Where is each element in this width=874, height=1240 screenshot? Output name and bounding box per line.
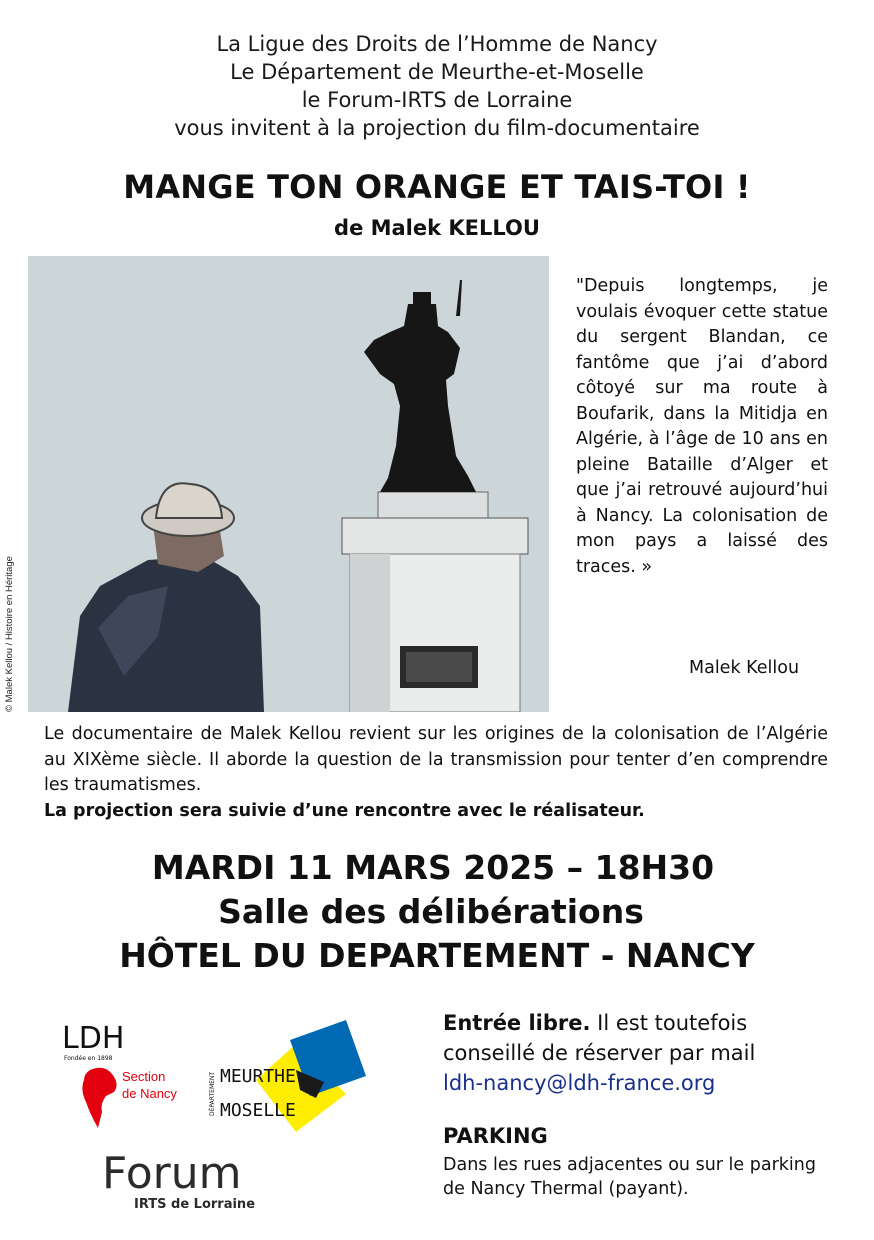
- dep-line1: MEURTHE: [220, 1066, 296, 1087]
- pedestal: [342, 492, 528, 712]
- film-author: de Malek KELLOU: [334, 216, 540, 240]
- entry-info: [443, 1008, 843, 1098]
- event-venue: HÔTEL DU DEPARTEMENT - NANCY: [119, 936, 755, 975]
- parking-text: Dans les rues adjacentes ou sur le parking de Nancy Thermal (payant).: [443, 1155, 816, 1199]
- ldh-red-profile: [82, 1068, 116, 1128]
- dep-small-label: DÉPARTEMENT: [209, 1071, 216, 1116]
- ldh-section-line1: Section: [122, 1069, 166, 1084]
- ldh-logo-name: LDH: [62, 1021, 125, 1056]
- film-title: MANGE TON ORANGE ET TAIS-TOI !: [123, 168, 751, 206]
- entry-text: Il est toutefois conseillé de réserver par mail: [443, 1011, 756, 1065]
- event-room: Salle des délibérations: [218, 892, 644, 931]
- forum-sub: IRTS de Lorraine: [134, 1197, 256, 1212]
- ldh-logo: [60, 1018, 200, 1138]
- hosts-block: [0, 30, 874, 142]
- description-text: Le documentaire de Malek Kellou revient sur les origines de la colonisation de l’Algérie au XIXème siècle. Il aborde la question de la transmission pour tenter d’en comprendre les traumatismes.: [44, 724, 828, 795]
- forum-logo: [100, 1146, 300, 1216]
- ldh-section-line2: de Nancy: [122, 1086, 177, 1101]
- host-line-1: La Ligue des Droits de l’Homme de Nancy: [216, 32, 658, 56]
- host-line-3: le Forum-IRTS de Lorraine: [301, 88, 573, 112]
- host-line-4: vous invitent à la projection du film-documentaire: [174, 116, 700, 140]
- forum-name: Forum: [102, 1148, 242, 1199]
- event-date: MARDI 11 MARS 2025 – 18H30: [151, 848, 715, 887]
- quote-author: Malek Kellou: [689, 658, 800, 678]
- ldh-logo-founded: Fondée en 1898: [64, 1055, 113, 1062]
- departement-logo: [196, 1020, 372, 1136]
- dep-line2: MOSELLE: [220, 1100, 296, 1121]
- photo-credit: © Malek Kellou / Histoire en Héritage: [4, 556, 15, 712]
- director-quote: "Depuis longtemps, je voulais évoquer cette statue du sergent Blandan, ce fantôme que j’ai d’abord côtoyé sur ma route à Boufarik, dans la Mitidja en Algérie, à l’âge de 10 ans en pleine Bataille d’Alger et que j’ai retrouvé aujourd’hui à Nancy. La colonisation de mon pays a laissé des traces. »: [576, 276, 828, 577]
- statue-illustration: [28, 256, 549, 712]
- email-link[interactable]: ldh-nancy@ldh-france.org: [443, 1071, 716, 1095]
- parking-title: PARKING: [443, 1124, 548, 1148]
- description-bold: La projection sera suivie d’une rencontre avec le réalisateur.: [44, 800, 645, 821]
- film-description: [44, 722, 828, 824]
- entry-bold: Entrée libre.: [443, 1011, 591, 1035]
- host-line-2: Le Département de Meurthe-et-Moselle: [230, 60, 644, 84]
